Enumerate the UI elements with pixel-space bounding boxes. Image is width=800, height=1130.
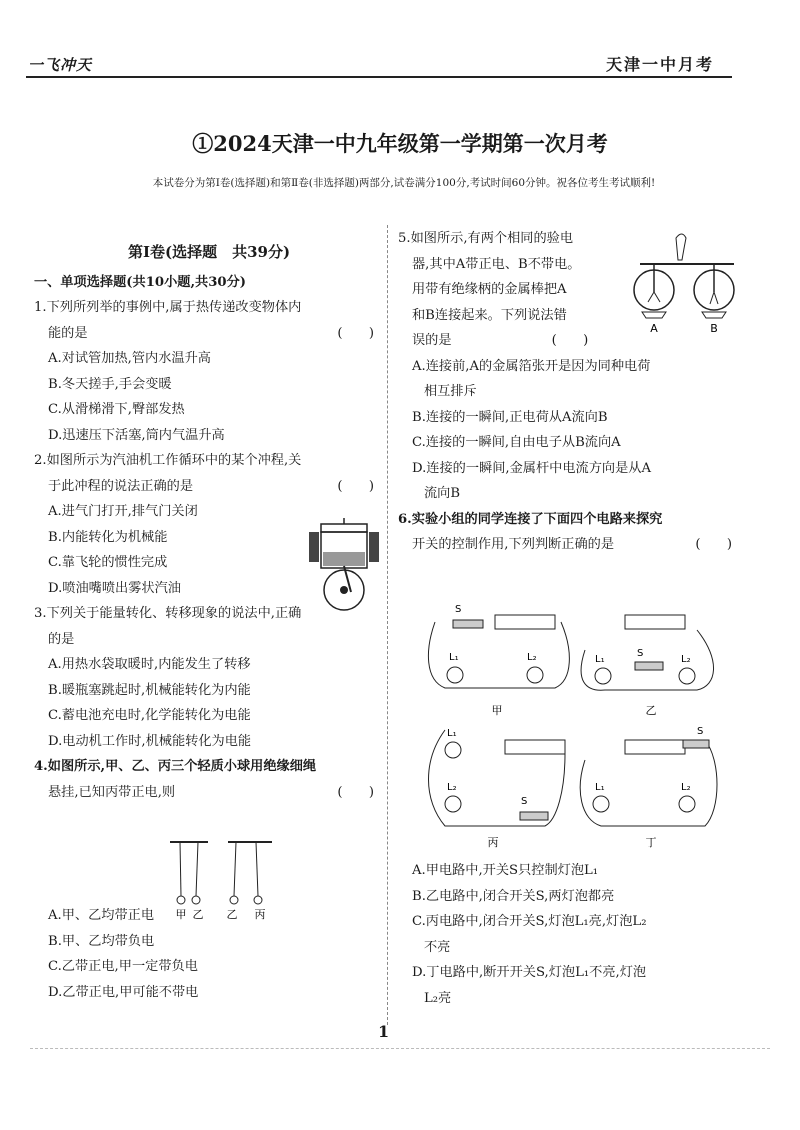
circuit-ding: [580, 726, 717, 849]
exam-intro: 本试卷分为第Ⅰ卷(选择题)和第Ⅱ卷(非选择题)两部分,试卷满分100分,考试时间60分钟。祝各位考生考试顺利!: [152, 177, 656, 189]
q1-option-a: A.对试管加热,管内水温升高: [48, 351, 211, 366]
q1-option-d: D.迅速压下活塞,筒内气温升高: [48, 427, 225, 443]
electroscope-label-a: A: [650, 322, 658, 335]
header-divider: [26, 76, 732, 78]
q4-option-b: B.甲、乙均带负电: [48, 933, 155, 949]
circuit-yi-l2-label: L₂: [681, 654, 691, 665]
q5-stem-line-4: 和B连接起来。下列说法错: [412, 307, 567, 323]
q2-option-b: B.内能转化为机械能: [48, 529, 168, 545]
q6-option-a: A.甲电路中,开关S只控制灯泡L₁: [412, 863, 599, 878]
q5-option-c: C.连接的一瞬间,自由电子从B流向A: [412, 435, 621, 450]
q6-option-c-2: 不亮: [424, 939, 451, 955]
brand-logo: 一飞冲天: [28, 56, 93, 74]
q3-option-b: B.暖瓶塞跳起时,机械能转化为内能: [48, 682, 251, 698]
engine-diagram: [305, 516, 383, 614]
q2-stem-line-2: 于此冲程的说法正确的是: [48, 478, 194, 494]
q4-option-d: D.乙带正电,甲可能不带电: [48, 984, 199, 1000]
electroscope-label-b: B: [710, 322, 718, 335]
q5-option-b: B.连接的一瞬间,正电荷从A流向B: [412, 409, 608, 425]
q5-option-d-1: D.连接的一瞬间,金属杆中电流方向是从A: [412, 460, 652, 476]
q5-option-a-2: 相互排斥: [424, 384, 477, 399]
header-title: 天津一中月考: [605, 55, 714, 74]
circuit-jia-name: 甲: [491, 704, 503, 717]
q5-option-a-1: A.连接前,A的金属箔张开是因为同种电荷: [412, 358, 651, 374]
q3-stem-line-1: 3.下列关于能量转化、转移现象的说法中,正确: [34, 606, 302, 621]
circuit-bing-l1-label: L₁: [447, 728, 457, 739]
q1-stem-line-2: 能的是: [48, 325, 88, 341]
footer-divider: [30, 1048, 770, 1049]
q1-answer-paren: ( ): [337, 325, 374, 341]
q2-option-c: C.靠飞轮的惯性完成: [48, 555, 168, 570]
q2-option-a: A.进气门打开,排气门关闭: [48, 504, 198, 519]
q3-option-c: C.蓄电池充电时,化学能转化为电能: [48, 708, 251, 723]
circuits-diagram: [425, 590, 725, 852]
q4-answer-paren: ( ): [337, 784, 374, 800]
page-number: 1: [378, 1022, 390, 1041]
q4-option-c: C.乙带正电,甲一定带负电: [48, 959, 198, 974]
q6-option-c-1: C.丙电路中,闭合开关S,灯泡L₁亮,灯泡L₂: [412, 914, 647, 929]
ball-label-jia: 甲: [175, 908, 187, 921]
circuit-bing: [429, 728, 566, 849]
q5-stem-line-2: 器,其中A带正电、B不带电。: [412, 256, 581, 272]
q6-option-b: B.乙电路中,闭合开关S,两灯泡都亮: [412, 888, 615, 904]
q3-option-d: D.电动机工作时,机械能转化为电能: [48, 733, 252, 749]
circuit-jia-l2-label: L₂: [527, 652, 537, 663]
circuit-ding-switch-label: S: [697, 726, 704, 737]
q5-stem-line-5: 误的是: [412, 333, 452, 348]
q1-stem-line-1: 1.下列所列举的事例中,属于热传递改变物体内: [34, 300, 302, 315]
q5-stem-line-1: 5.如图所示,有两个相同的验电: [398, 231, 574, 246]
q6-stem-line-2: 开关的控制作用,下列判断正确的是: [412, 537, 615, 552]
exam-title: ①2024天津一中九年级第一学期第一次月考: [192, 131, 608, 156]
part-title: 一、单项选择题(共10小题,共30分): [34, 274, 247, 290]
q4-stem-line-2: 悬挂,已知丙带正电,则: [48, 784, 176, 800]
q6-answer-paren: ( ): [695, 537, 732, 552]
circuit-bing-switch-label: S: [521, 796, 528, 807]
circuit-jia-l1-label: L₁: [449, 652, 459, 663]
q4-stem-line-1: 4.如图所示,甲、乙、丙三个轻质小球用绝缘细绳: [34, 759, 317, 774]
q6-option-d-1: D.丁电路中,断开开关S,灯泡L₁不亮,灯泡: [412, 965, 647, 980]
q5-option-d-2: 流向B: [424, 486, 461, 501]
section-title: 第Ⅰ卷(选择题 共39分): [127, 243, 291, 261]
circuit-yi-name: 乙: [645, 704, 657, 717]
circuit-ding-name: 丁: [645, 836, 657, 849]
circuit-yi-switch-label: S: [637, 648, 644, 659]
q1-option-b: B.冬天搓手,手会变暖: [48, 376, 172, 392]
column-divider: [387, 225, 388, 1025]
q2-stem-line-1: 2.如图所示为汽油机工作循环中的某个冲程,关: [34, 453, 302, 468]
circuit-yi: [581, 615, 713, 717]
ball-label-yi-2: 乙: [226, 908, 238, 921]
circuit-jia: [428, 604, 569, 717]
circuit-bing-name: 丙: [487, 836, 499, 849]
q1-option-c: C.从滑梯滑下,臀部发热: [48, 402, 185, 417]
circuit-yi-l1-label: L₁: [595, 654, 605, 665]
q6-stem-line-1: 6.实验小组的同学连接了下面四个电路来探究: [398, 511, 663, 527]
circuit-ding-l1-label: L₁: [595, 782, 605, 793]
circuit-jia-switch-label: S: [455, 604, 462, 615]
q3-option-a: A.用热水袋取暖时,内能发生了转移: [48, 657, 251, 672]
q5-answer-paren: ( ): [551, 333, 589, 348]
q2-option-d: D.喷油嘴喷出雾状汽油: [48, 580, 181, 596]
hanging-balls-diagram: [168, 838, 278, 922]
circuit-ding-l2-label: L₂: [681, 782, 691, 793]
ball-label-yi-1: 乙: [192, 908, 204, 921]
q6-option-d-2: L₂亮: [424, 990, 452, 1006]
ball-label-bing: 丙: [254, 908, 266, 921]
q5-stem-line-3: 用带有绝缘柄的金属棒把A: [412, 282, 567, 297]
q2-answer-paren: ( ): [337, 478, 374, 494]
circuit-bing-l2-label: L₂: [447, 782, 457, 793]
electroscope-diagram: [630, 228, 742, 338]
q3-stem-line-2: 的是: [48, 631, 75, 647]
q6-options: [398, 858, 742, 1011]
q4-option-a: A.甲、乙均带正电: [48, 908, 155, 923]
